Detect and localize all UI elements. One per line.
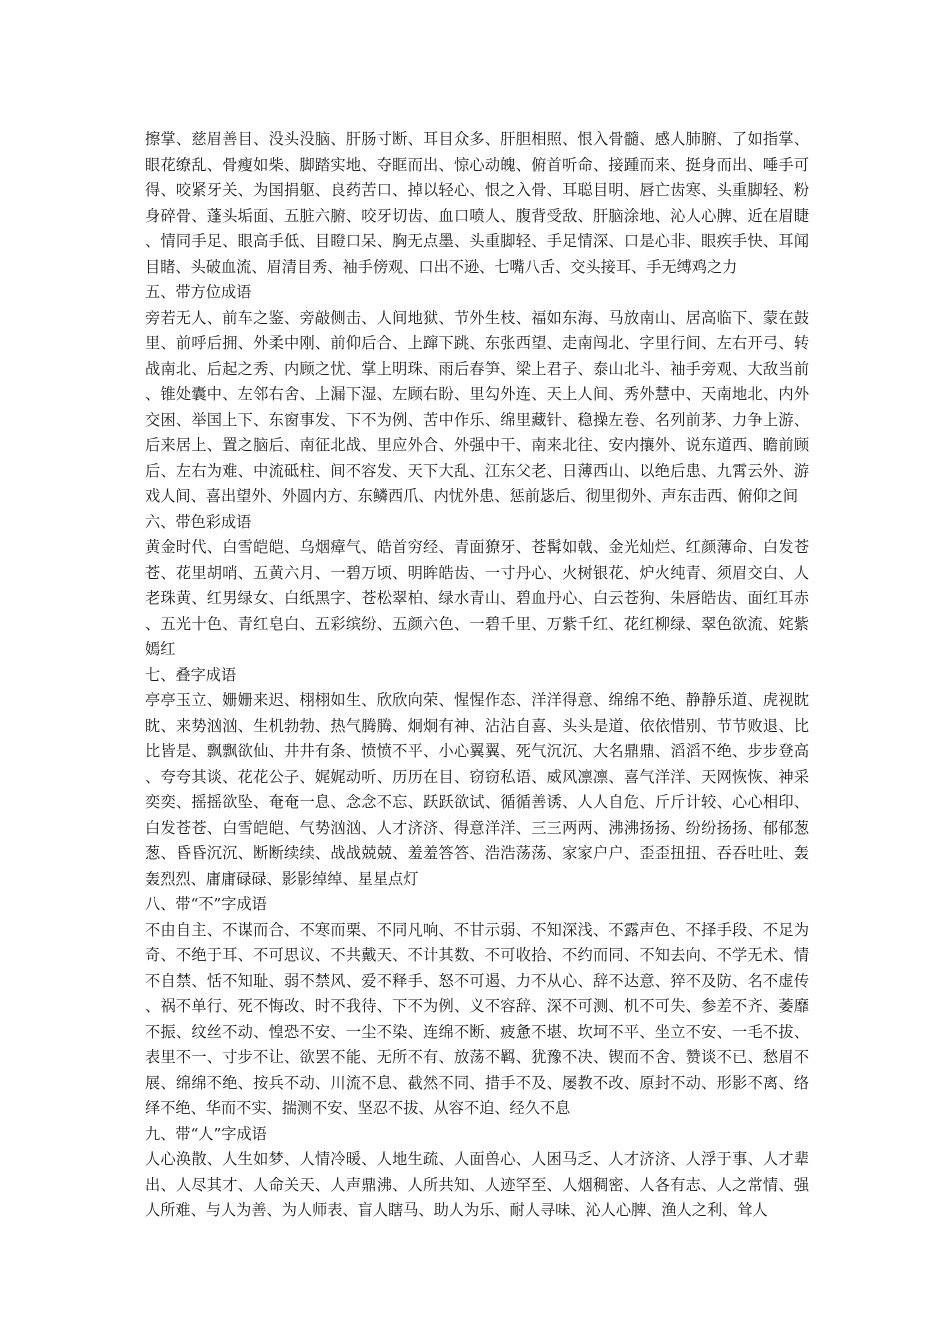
heading-reduplicated-idioms: 七、叠字成语 bbox=[145, 665, 237, 684]
document-page bbox=[145, 127, 809, 1224]
paragraph-color-idioms: 黄金时代、白雪皑皑、乌烟瘴气、皓首穷经、青面獠牙、苍髯如戟、金光灿烂、红颜薄命、白发苍苍、花里胡哨、五黄六月、一碧万顷、明眸皓齿、一寸丹心、火树银花、炉火纯青、须眉交白、人老珠黄、红男绿女、白纸黑字、苍松翠柏、绿水青山、碧血丹心、白云苍狗、朱唇皓齿、面红耳赤、五光十色、青红皂白、五彩缤纷、五颜六色、一碧千里、万紫千红、花红柳绿、翠色欲流、姹紫嫣红 bbox=[145, 538, 809, 658]
heading-color-idioms: 六、带色彩成语 bbox=[145, 512, 252, 531]
paragraph-ren-idioms: 人心涣散、人生如梦、人情冷暖、人地生疏、人面兽心、人困马乏、人才济济、人浮于事、人才辈出、人尽其才、人命关天、人声鼎沸、人所共知、人迹罕至、人烟稠密、人各有志、人之常情、强人所难、与人为善、为人师表、盲人瞎马、助人为乐、耐人寻味、沁人心脾、渔人之利、耸人 bbox=[145, 1150, 809, 1219]
paragraph-bu-idioms: 不由自主、不谋而合、不寒而栗、不同凡响、不甘示弱、不知深浅、不露声色、不择手段、不足为奇、不绝于耳、不可思议、不共戴天、不计其数、不可收拾、不约而同、不知去向、不学无术、情不自禁、恬不知耻、弱不禁风、爱不释手、怒不可遏、力不从心、辞不达意、猝不及防、名不虚传、祸不单行、死不悔改、时不我待、下不为例、义不容辞、深不可测、机不可失、参差不齐、萎靡不振、纹丝不动、惶恐不安、一尘不染、连绵不断、疲惫不堪、坎坷不平、坐立不安、一毛不拔、表里不一、寸步不让、欲罢不能、无所不有、放荡不羁、犹豫不决、锲而不舍、赞谈不已、愁眉不展、绵绵不绝、按兵不动、川流不息、截然不同、措手不及、屡教不改、原封不动、形影不离、络绎不绝、华而不实、揣测不安、坚忍不拔、从容不迫、经久不息 bbox=[145, 920, 809, 1117]
paragraph-body-parts-idioms: 擦掌、慈眉善目、没头没脑、肝肠寸断、耳目众多、肝胆相照、恨入骨髓、感人肺腑、了如指掌、眼花缭乱、骨瘦如柴、脚踏实地、夺眶而出、惊心动魄、俯首听命、接踵而来、挺身而出、唾手可得、咬紧牙关、为国捐躯、良药苦口、掉以轻心、恨之入骨、耳聪目明、唇亡齿寒、头重脚轻、粉身碎骨、蓬头垢面、五脏六腑、咬牙切齿、血口喷人、腹背受敌、肝脑涂地、沁人心脾、近在眉睫、情同手足、眼高手低、目瞪口呆、胸无点墨、头重脚轻、手足情深、口是心非、眼疾手快、耳闻目睹、头破血流、眉清目秀、袖手傍观、口出不逊、七嘴八舌、交头接耳、手无缚鸡之力 bbox=[145, 130, 809, 276]
heading-ren-idioms: 九、带“人”字成语 bbox=[145, 1124, 267, 1143]
heading-direction-idioms: 五、带方位成语 bbox=[145, 283, 252, 301]
heading-bu-idioms: 八、带“不”字成语 bbox=[145, 895, 267, 913]
paragraph-direction-idioms: 旁若无人、前车之鉴、旁敲侧击、人间地狱、节外生枝、福如东海、马放南山、居高临下、蒙在鼓里、前呼后拥、外柔中刚、前仰后合、上蹿下跳、东张西望、走南闯北、字里行间、左右开弓、转战南北、后起之秀、内顾之忧、掌上明珠、雨后春笋、梁上君子、泰山北斗、袖手旁观、大敌当前、锥处囊中、左邻右舍、上漏下湿、左顾右盼、里勾外连、天上人间、秀外慧中、天南地北、内外交困、举国上下、东窗事发、下不为例、苦中作乐、绵里藏针、稳操左卷、名列前茅、力争上游、后来居上、置之脑后、南征北战、里应外合、外强中干、南来北往、安内攘外、说东道西、瞻前顾后、左右为难、中流砥柱、间不容发、天下大乱、江东父老、日薄西山、以绝后患、九霄云外、游戏人间、喜出望外、外圆内方、东鳞西爪、内忧外患、惩前毖后、彻里彻外、声东击西、俯仰之间 bbox=[145, 308, 809, 505]
paragraph-reduplicated-idioms: 亭亭玉立、姗姗来迟、栩栩如生、欣欣向荣、惺惺作态、洋洋得意、绵绵不绝、静静乐道、虎视眈眈、来势汹汹、生机勃勃、热气腾腾、炯炯有神、沾沾自喜、头头是道、依依惜别、节节败退、比比皆是、飘飘欲仙、井井有条、愤愤不平、小心翼翼、死气沉沉、大名鼎鼎、滔滔不绝、步步登高、夸夸其谈、花花公子、娓娓动听、历历在目、窃窃私语、威风凛凛、喜气洋洋、天网恢恢、神采奕奕、摇摇欲坠、奄奄一息、念念不忘、跃跃欲试、循循善诱、人人自危、斤斤计较、心心相印、白发苍苍、白雪皑皑、气势汹汹、人才济济、得意洋洋、三三两两、沸沸扬扬、纷纷扬扬、郁郁葱葱、昏昏沉沉、断断续续、战战兢兢、羞羞答答、浩浩荡荡、家家户户、歪歪扭扭、吞吞吐吐、轰轰烈烈、庸庸碌碌、影影绰绰、星星点灯 bbox=[145, 691, 809, 888]
